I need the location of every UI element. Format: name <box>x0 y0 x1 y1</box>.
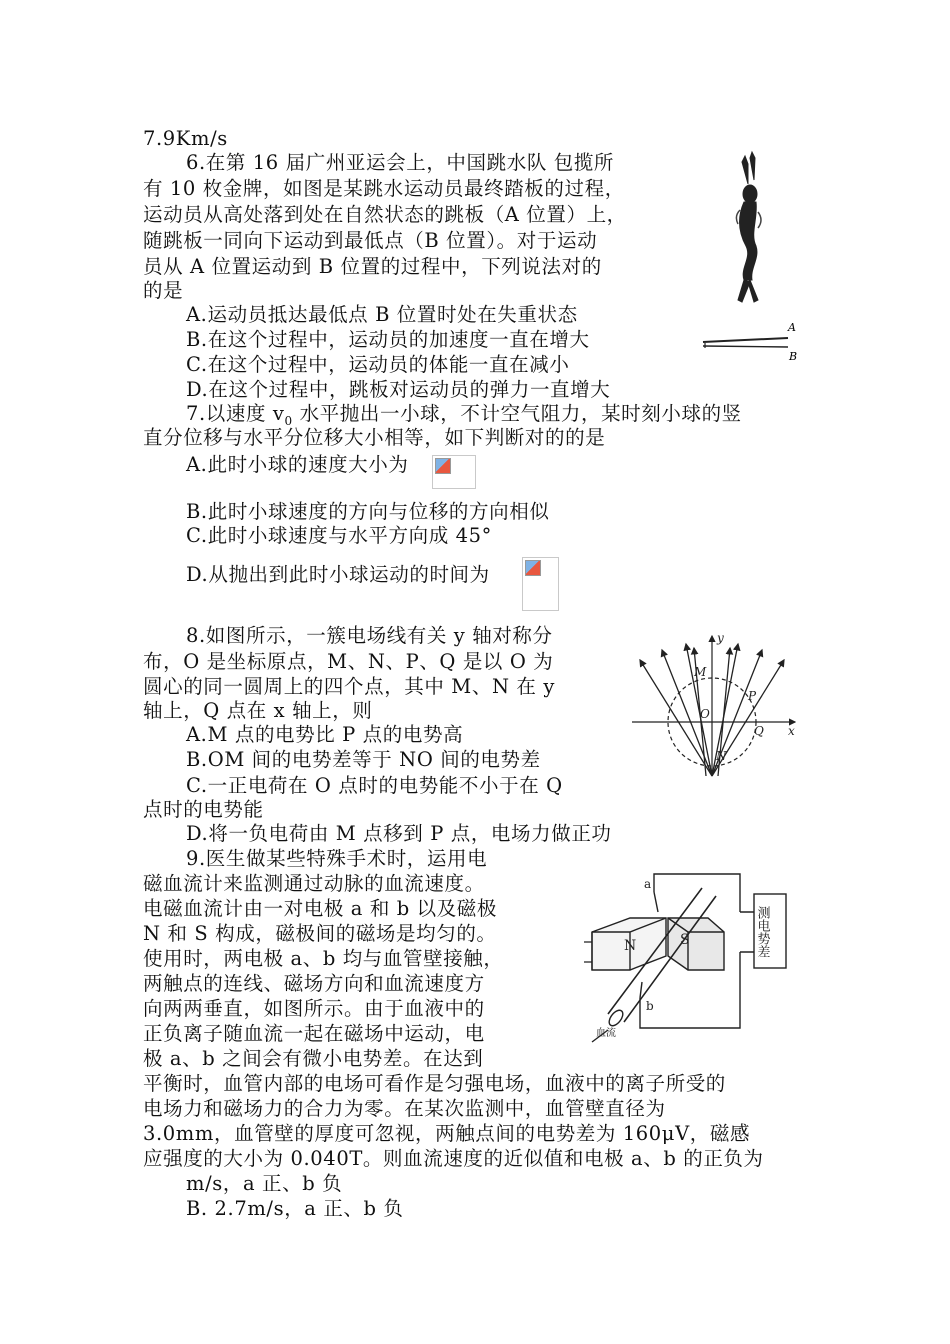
q9-line-10: 平衡时，血管内部的电场可看作是匀强电场，血液中的离子所受的 <box>143 1072 726 1095</box>
q9-line-3: 电磁血流计由一对电极 a 和 b 以及磁极 <box>143 897 498 920</box>
q8-option-c: C.一正电荷在 O 点时的电势能不小于在 Q <box>186 774 563 797</box>
q6-line-1: 6.在第 16 届广州亚运会上，中国跳水队 包揽所 <box>186 151 615 174</box>
q6-option-d: D.在这个过程中，跳板对运动员的弹力一直增大 <box>186 378 611 401</box>
q9-line-5: 使用时，两电极 a、b 均与血管壁接触， <box>143 947 504 970</box>
formula-image-a <box>432 455 476 489</box>
q8-line-4: 轴上，Q 点在 x 轴上，则 <box>143 699 373 722</box>
q8-option-b: B.OM 间的电势差等于 NO 间的电势差 <box>186 748 541 771</box>
q8-option-a: A.M 点的电势比 P 点的电势高 <box>186 723 464 746</box>
q8-option-d: D.将一负电荷由 M 点移到 P 点，电场力做正功 <box>186 822 612 845</box>
q9-line-11: 电场力和磁场力的合力为零。在某次监测中，血管壁直径为 <box>143 1097 666 1120</box>
q6-option-a: A.运动员抵达最低点 B 位置时处在失重状态 <box>186 303 578 326</box>
meter-label-potential: 测电势差 <box>754 906 770 958</box>
q7-option-a: A.此时小球的速度大小为 <box>186 453 409 476</box>
q8-option-c-cont: 点时的电势能 <box>143 798 264 821</box>
q9-line-8: 正负离子随血流一起在磁场中运动，电 <box>143 1022 485 1045</box>
broken-image-icon <box>435 458 451 474</box>
field-label-n: N <box>716 749 727 763</box>
q9-line-7: 向两两垂直，如图所示。由于血液中的 <box>143 997 485 1020</box>
q6-option-c: C.在这个过程中，运动员的体能一直在减小 <box>186 353 570 376</box>
q9-line-6: 两触点的连线、磁场方向和血流速度方 <box>143 972 485 995</box>
q9-line-9: 极 a、b 之间会有微小电势差。在达到 <box>143 1047 484 1070</box>
field-label-m: M <box>694 665 707 679</box>
q8-line-1: 8.如图所示，一簇电场线有关 y 轴对称分 <box>186 624 553 647</box>
q9-line-1: 9.医生做某些特殊手术时，运用电 <box>186 847 488 870</box>
diver-label-b: B <box>789 350 798 363</box>
q9-line-2: 磁血流计来监测通过动脉的血流速度。 <box>143 872 485 895</box>
q6-option-b: B.在这个过程中，运动员的加速度一直在增大 <box>186 328 590 351</box>
q6-line-4: 随跳板一同向下运动到最低点（B 位置）。对于运动 <box>143 229 598 252</box>
formula-image-d <box>522 557 559 611</box>
meter-label-s: S <box>680 932 690 948</box>
broken-image-icon <box>525 560 541 576</box>
field-label-x: x <box>788 724 795 738</box>
meter-label-n: N <box>624 938 637 954</box>
q7-line-1: 7.以速度 $v_0$ 水平抛出一小球，不计空气阻力，某时刻小球的竖 <box>186 402 742 428</box>
field-label-p: P <box>748 689 757 703</box>
q9-line-12: 3.0mm，血管壁的厚度可忽视，两触点间的电势差为 160μV，磁感 <box>143 1122 751 1145</box>
field-label-o: O <box>700 707 710 721</box>
q6-line-6: 的是 <box>143 279 184 302</box>
lead-line: 7.9Km/s <box>143 127 228 150</box>
q9-line-13: 应强度的大小为 0.040T。则血流速度的近似值和电极 a、b 的正负为 <box>143 1147 764 1170</box>
meter-label-flow: 血流 <box>596 1028 616 1039</box>
q9-option-a: m/s，a 正、b 负 <box>186 1172 343 1195</box>
q7-option-c: C.此时小球速度与水平方向成 45° <box>186 524 492 547</box>
meter-label-a: a <box>644 877 652 891</box>
field-label-q: Q <box>754 724 764 738</box>
diver-figure <box>700 150 810 365</box>
q7-line-2: 直分位移与水平分位移大小相等，如下判断对的的是 <box>143 426 606 449</box>
blood-flow-meter-figure <box>584 866 800 1046</box>
diver-label-a: A <box>788 321 796 334</box>
q7-option-b: B.此时小球速度的方向与位移的方向相似 <box>186 500 550 523</box>
q9-option-b: B. 2.7m/s，a 正、b 负 <box>186 1197 404 1220</box>
q9-line-4: N 和 S 构成，磁极间的磁场是均匀的。 <box>143 922 497 945</box>
q7-option-d: D.从抛出到此时小球运动的时间为 <box>186 563 490 586</box>
q6-line-3: 运动员从高处落到处在自然状态的跳板（A 位置）上， <box>143 203 627 226</box>
meter-label-b: b <box>646 999 654 1013</box>
q8-line-2: 布，O 是坐标原点，M、N、P、Q 是以 O 为 <box>143 650 554 673</box>
field-label-y: y <box>717 631 724 645</box>
electric-field-figure <box>630 628 800 778</box>
q6-line-5: 员从 A 位置运动到 B 位置的过程中，下列说法对的 <box>143 255 602 278</box>
q6-line-2: 有 10 枚金牌，如图是某跳水运动员最终踏板的过程， <box>143 177 625 200</box>
q8-line-3: 圆心的同一圆周上的四个点，其中 M、N 在 y <box>143 675 555 698</box>
